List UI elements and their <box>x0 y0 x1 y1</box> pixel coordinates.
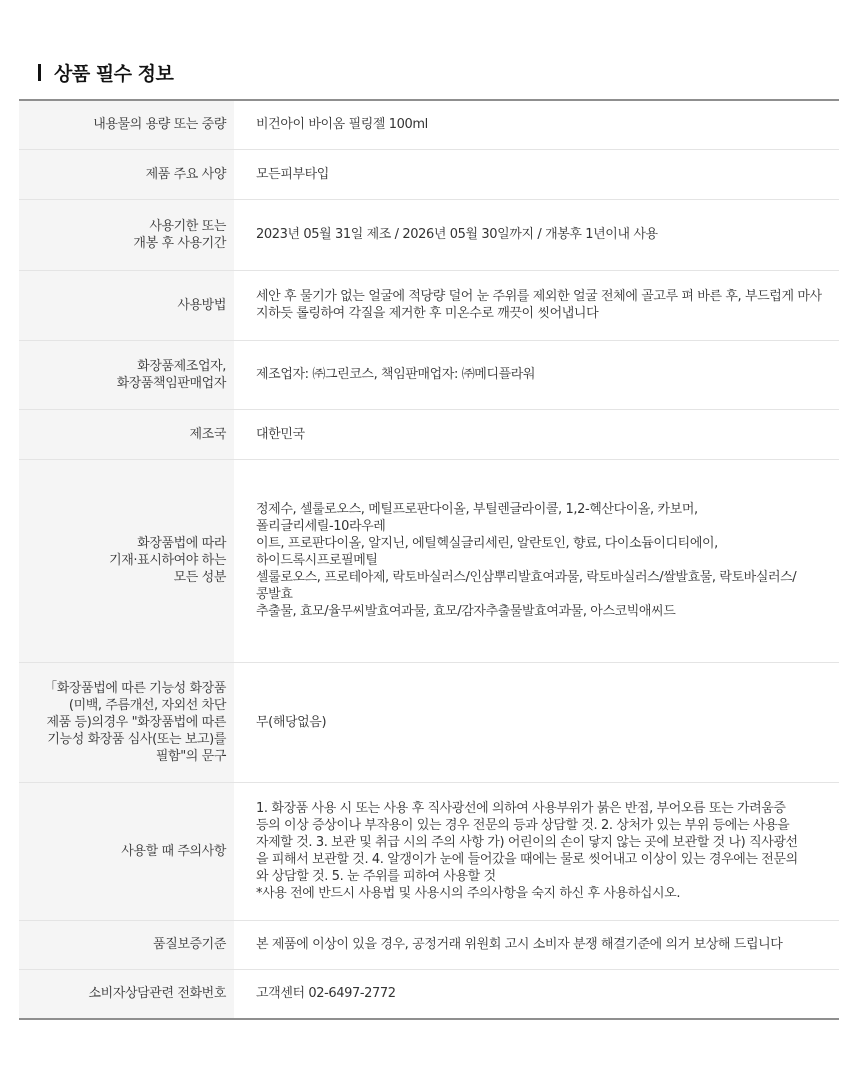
row-label: 품질보증기준 <box>19 920 234 969</box>
row-label: 소비자상담관련 전화번호 <box>19 969 234 1019</box>
row-label: 「화장품법에 따른 기능성 화장품 (미백, 주름개선, 자외선 차단 제품 등)의경우 "화장품법에 따른 기능성 화장품 심사(또는 보고)를 필함"의 문구 <box>19 662 234 782</box>
table-row <box>19 782 839 920</box>
section-header <box>38 58 173 86</box>
section-title: 상품 필수 정보 <box>54 62 174 85</box>
table-row <box>19 340 839 409</box>
row-value: 2023년 05월 31일 제조 / 2026년 05월 30일까지 / 개봉후 1년이내 사용 <box>256 227 658 242</box>
table-row <box>19 662 839 782</box>
row-label: 제조국 <box>19 409 234 459</box>
row-label: 화장품법에 따라 기재·표시하여야 하는 모든 성분 <box>19 459 234 662</box>
row-value: 비건아이 바이옴 필링젤 100ml <box>256 117 428 133</box>
row-label: 화장품제조업자, 화장품책임판매업자 <box>19 340 234 409</box>
row-value: 1. 화장품 사용 시 또는 사용 후 직사광선에 의하여 사용부위가 붉은 반점, 부어오름 또는 가려움증 등의 이상 증상이나 부작용이 있는 경우 전문의 등과 상담할 것. 2. 상처가 있는 부위 등에는 사용을 자제할 것. 3. 보관 및 취급 시의 주의 사항 가) 어린이의 손이 닿지 않는 곳에 보관할 것 나) 직사광선 을 피해서 보관할 것. 4. 알갱이가 눈에 들어갔을 때에는 물로 씻어내고 이상이 있는 경우에는 전문의 와 상담할 것. 5. 눈 주위를 피하여 사용할 것 *사용 전에 반드시 사용법 및 사용시의 주의사항을 숙지 하신 후 사용하십시오. <box>256 801 798 901</box>
product-info-table <box>19 99 839 1020</box>
row-label: 내용물의 용량 또는 중량 <box>19 100 234 149</box>
table-row <box>19 459 839 662</box>
row-label: 사용방법 <box>19 270 234 340</box>
row-value: 정제수, 셀룰로오스, 메틸프로판다이올, 부틸렌글라이콜, 1,2-헥산다이올, 카보머, 폴리글리세릴-10라우레 이트, 프로판다이올, 알지닌, 에틸헥실글리세린, 알란토인, 향료, 다이소듐이디티에이, 하이드록시프로필메틸 셀룰로오스, 프로테아제, 락토바실러스/인삼뿌리발효여과물, 락토바실러스/쌀발효물, 락토바실러스/콩발효 추출물, 효모/율무씨발효여과물, 효모/감자추출물발효여과물, 아스코빅애씨드 <box>256 502 797 619</box>
table-row <box>19 920 839 969</box>
row-value: 고객센터 02-6497-2772 <box>256 986 396 1002</box>
row-value: 무(해당없음) <box>256 714 327 730</box>
table-row <box>19 100 839 149</box>
table-row <box>19 270 839 340</box>
row-label: 사용할 때 주의사항 <box>19 782 234 920</box>
row-label: 사용기한 또는 개봉 후 사용기간 <box>19 199 234 270</box>
row-value: 본 제품에 이상이 있을 경우, 공정거래 위원회 고시 소비자 분쟁 해결기준에 의거 보상해 드립니다 <box>256 937 783 952</box>
row-value: 대한민국 <box>256 426 305 442</box>
row-value: 제조업자: ㈜그린코스, 책임판매업자: ㈜메디플라워 <box>256 367 536 382</box>
table-row <box>19 409 839 459</box>
table-row <box>19 969 839 1019</box>
row-value: 모든피부타입 <box>256 166 329 182</box>
row-value: 세안 후 물기가 없는 얼굴에 적당량 덜어 눈 주위를 제외한 얼굴 전체에 골고루 펴 바른 후, 부드럽게 마사 지하듯 롤링하여 각질을 제거한 후 미온수로 깨끗이 씻어냅니다 <box>256 289 822 321</box>
table-row <box>19 199 839 270</box>
title-accent-bar <box>38 64 41 81</box>
row-label: 제품 주요 사양 <box>19 149 234 199</box>
table-row <box>19 149 839 199</box>
